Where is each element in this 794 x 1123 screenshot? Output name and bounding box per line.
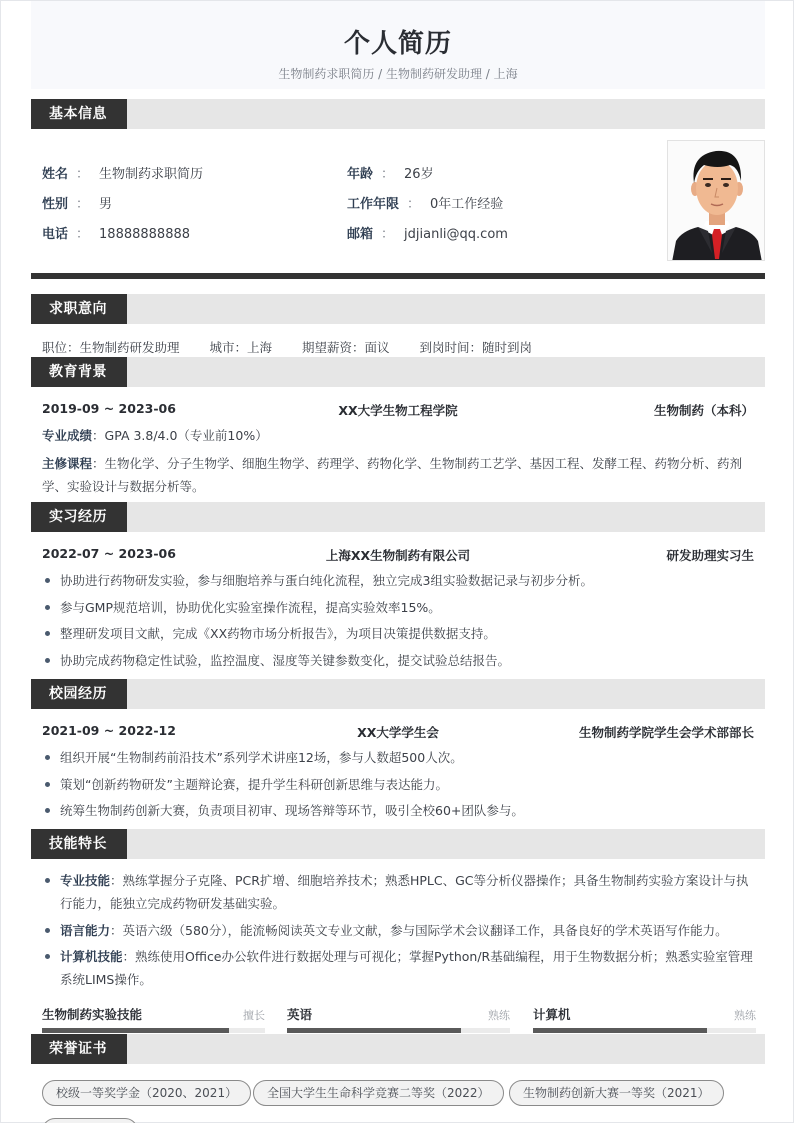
internship-bullets <box>42 569 757 675</box>
education-school: XX大学生物工程学院 <box>338 403 458 418</box>
info-value: 男 <box>99 197 113 212</box>
skill-bar-name: 英语 <box>287 1007 313 1022</box>
section-title: 技能特长 <box>31 829 127 859</box>
resume-header <box>31 1 765 89</box>
skill-bar-computer <box>533 1005 756 1033</box>
gpa-label: 专业成绩 <box>42 428 93 443</box>
section-title: 求职意向 <box>31 294 127 324</box>
skill-bar-name: 生物制药实验技能 <box>42 1007 143 1022</box>
honor-chip <box>42 1118 138 1123</box>
info-value: jdjianli@qq.com <box>404 227 508 242</box>
info-value: 18888888888 <box>99 227 191 242</box>
info-value: 生物制药求职简历 <box>99 167 204 182</box>
avatar <box>667 140 765 261</box>
skill-bar-track <box>287 1028 510 1033</box>
skill-label: 语言能力 <box>60 922 111 938</box>
internship-date: 2022-07 ~ 2023-06 <box>42 546 176 561</box>
honor-chip: 校级一等奖学金（2020、2021） <box>42 1080 251 1106</box>
info-value: 0年工作经验 <box>430 197 504 212</box>
info-age: 年龄 ： 26岁 <box>347 167 434 182</box>
section-header-campus <box>31 679 765 709</box>
skill-bar-name: 计算机 <box>533 1007 571 1022</box>
skill-bar-fill <box>287 1028 461 1033</box>
info-gender: 性别 ： 男 <box>42 197 113 212</box>
intent-city: 城市：上海 <box>209 340 273 355</box>
education-entry-head <box>42 401 754 419</box>
list-item: 协助进行药物研发实验，参与细胞培养与蛋白纯化流程，独立完成3组实验数据记录与初步分析。 <box>42 569 757 592</box>
education-gpa <box>42 424 757 447</box>
skills-bullets <box>42 869 757 995</box>
section-header-honors <box>31 1034 765 1064</box>
skill-bar-lab <box>42 1005 265 1033</box>
skill-bar-level: 熟练 <box>488 1009 510 1022</box>
skill-label: 专业技能 <box>60 873 111 888</box>
intent-arrival: 到岗时间：随时到岗 <box>419 340 533 355</box>
list-item: 组织开展“生物制药前沿技术”系列学术讲座12场，参与人数超500人次。 <box>42 746 757 769</box>
skill-bar-fill <box>42 1028 229 1033</box>
skill-label: 计算机技能 <box>60 949 123 964</box>
info-phone: 电话 ： 18888888888 <box>42 227 191 242</box>
skill-bar-track <box>533 1028 756 1033</box>
job-intent-row <box>42 338 558 356</box>
info-label: 电话 <box>42 227 69 242</box>
divider <box>31 273 765 279</box>
list-item: 统筹生物制药创新大赛，负责项目初审、现场答辩等环节，吸引全校60+团队参与。 <box>42 799 757 822</box>
internship-company: 上海XX生物制药有限公司 <box>325 548 471 563</box>
intent-position: 职位：生物制药研发助理 <box>42 340 180 355</box>
skill-bar-level: 熟练 <box>734 1009 756 1022</box>
campus-date: 2021-09 ~ 2022-12 <box>42 723 176 738</box>
section-title: 校园经历 <box>31 679 127 709</box>
list-item: 整理研发项目文献，完成《XX药物市场分析报告》，为项目决策提供数据支持。 <box>42 622 757 645</box>
section-title: 基本信息 <box>31 99 127 129</box>
courses-label: 主修课程 <box>42 456 93 471</box>
campus-entry-head <box>42 723 754 741</box>
list-item: 语言能力：英语六级（580分），能流畅阅读英文专业文献，参与国际学术会议翻译工作，具备良好的学术英语写作能力。 <box>42 919 757 942</box>
info-label: 工作年限 <box>347 197 400 212</box>
info-value: 26岁 <box>404 167 434 182</box>
list-item: 专业技能：熟练掌握分子克隆、PCR扩增、细胞培养技术；熟悉HPLC、GC等分析仪器操作；具备生物制药实验方案设计与执行能力，能独立完成药物研发基础实验。 <box>42 869 757 915</box>
skill-bar-level: 擅长 <box>243 1009 265 1022</box>
gpa-value: ：GPA 3.8/4.0（专业前10%） <box>92 428 268 443</box>
campus-bullets <box>42 746 757 826</box>
section-header-skills <box>31 829 765 859</box>
info-label: 性别 <box>42 197 69 212</box>
campus-role: 生物制药学院学生会学术部部长 <box>578 725 754 740</box>
skill-bar-fill <box>533 1028 707 1033</box>
education-date: 2019-09 ~ 2023-06 <box>42 401 176 416</box>
page-title: 个人简历 <box>343 29 452 59</box>
section-header-education <box>31 357 765 387</box>
education-major: 生物制药（本科） <box>653 403 754 418</box>
honor-chip: 全国大学生生命科学竞赛二等奖（2022） <box>253 1080 504 1106</box>
list-item: 计算机技能：熟练使用Office办公软件进行数据处理与可视化；掌握Python/R基础编程，用于生物数据分析；熟悉实验室管理系统LIMS操作。 <box>42 945 757 991</box>
section-title: 实习经历 <box>31 502 127 532</box>
skill-bar-english <box>287 1005 510 1033</box>
list-item: 协助完成药物稳定性试验，监控温度、湿度等关键参数变化，提交试验总结报告。 <box>42 649 757 672</box>
section-header-intent <box>31 294 765 324</box>
info-name: 姓名 ： 生物制药求职简历 <box>42 167 204 182</box>
info-label: 邮箱 <box>347 227 374 242</box>
internship-entry-head <box>42 546 754 564</box>
list-item: 参与GMP规范培训，协助优化实验室操作流程，提高实验效率15%。 <box>42 596 757 619</box>
list-item: 策划“创新药物研发”主题辩论赛，提升学生科研创新思维与表达能力。 <box>42 773 757 796</box>
info-email: 邮箱 ： jdjianli@qq.com <box>347 227 508 242</box>
section-header-basic <box>31 99 765 129</box>
info-experience: 工作年限 ： 0年工作经验 <box>347 197 504 212</box>
intent-salary: 期望薪资：面议 <box>302 340 390 355</box>
skill-bar-track <box>42 1028 265 1033</box>
campus-org: XX大学学生会 <box>357 725 439 740</box>
info-label: 姓名 <box>42 167 69 182</box>
honor-chip: 生物制药创新大赛一等奖（2021） <box>509 1080 724 1106</box>
section-title: 教育背景 <box>31 357 127 387</box>
section-title: 荣誉证书 <box>31 1034 127 1064</box>
page-subtitle: 生物制药求职简历 / 生物制药研发助理 / 上海 <box>278 67 518 81</box>
info-label: 年龄 <box>347 167 374 182</box>
education-courses <box>42 452 757 498</box>
internship-role: 研发助理实习生 <box>666 548 754 563</box>
section-header-internship <box>31 502 765 532</box>
person-portrait-icon <box>668 141 765 261</box>
courses-value: ：生物化学、分子生物学、细胞生物学、药理学、药物化学、生物制药工艺学、基因工程、发酵工程、药物分析、药剂学、实验设计与数据分析等。 <box>42 456 743 494</box>
